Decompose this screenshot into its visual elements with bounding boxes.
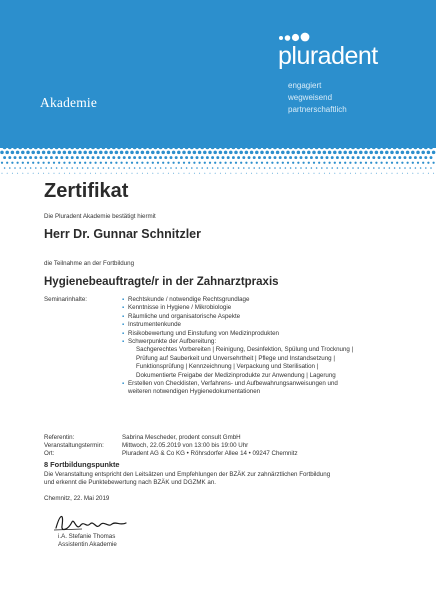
recipient-name: Herr Dr. Gunnar Schnitzler [44, 227, 201, 241]
signer-role: Assistentin Akademie [58, 540, 117, 548]
points-text-line: Die Veranstaltung entspricht den Leitsätzen und Empfehlungen der BZÄK zur zahnärztlichen Fortbildung [44, 471, 331, 478]
subtopic-line: Funktionsprüfung | Kennzeichnung | Verpackung und Sterilisation | [136, 363, 319, 371]
points-title: 8 Fortbildungspunkte [44, 460, 120, 469]
detail-label: Veranstaltungstermin: [44, 442, 104, 449]
topic-item: ▪ Instrumentenkunde [122, 321, 422, 329]
topic-item [122, 380, 422, 397]
confirmation-line: Die Pluradent Akademie bestätigt hiermit [44, 213, 156, 220]
topic-line: weiteren notwendigen Hygienedokumentationen [128, 388, 261, 396]
subtopic-line: Sachgerechtes Vorbereiten | Reinigung, Desinfektion, Spülung und Trocknung | [136, 346, 354, 354]
detail-value: Pluradent AG & Co KG • Röhrsdorfer Allee 14 • 09247 Chemnitz [122, 450, 298, 457]
participation-line: die Teilnahme an der Fortbildung [44, 260, 135, 267]
detail-value: Sabrina Mescheder, prodent consult GmbH [122, 434, 241, 441]
points-text [44, 471, 330, 487]
signer-name: i.A. Stefanie Thomas [58, 533, 116, 540]
subtopic-line: Dokumentierte Freigabe der Medizinprodukte zur Anwendung | Lagerung [136, 371, 336, 379]
tagline-line: engagiert [288, 81, 322, 90]
topic-item-label: Schwerpunkte der Aufbereitung: [128, 338, 217, 346]
tagline [288, 80, 347, 116]
course-title: Hygienebeauftragte/r in der Zahnarztpraxis [44, 276, 279, 288]
tagline-line: wegweisend [288, 93, 333, 102]
topic-item: ▪ Kenntnisse in Hygiene / Mikrobiologie [122, 304, 422, 312]
topic-item [122, 338, 422, 380]
signer-block [58, 533, 117, 548]
date-line: Chemnitz, 22. Mai 2019 [44, 495, 110, 502]
header-band [0, 0, 436, 148]
logo-wordmark: pluradent [278, 42, 378, 70]
tagline-line: partnerschaftlich [288, 105, 347, 114]
subtopics [128, 346, 422, 380]
detail-value: Mittwoch, 22.05.2019 von 13:00 bis 19:00 Uhr [122, 442, 249, 449]
topic-item: ▪ Räumliche und organisatorische Aspekte [122, 313, 422, 321]
decorative-dot-band [0, 140, 436, 176]
seminar-label: Seminarinhalte: [44, 296, 87, 303]
topic-item: ▪ Rechtskunde / notwendige Rechtsgrundlage [122, 296, 422, 304]
detail-label: Referentin: [44, 434, 75, 441]
subtopic-line: Prüfung auf Sauberkeit und Unversehrtheit | Pflege und Instandsetzung | [136, 354, 335, 362]
topic-item: ▪ Risikobewertung und Einstufung von Medizinprodukten [122, 330, 422, 338]
detail-label: Ort: [44, 450, 55, 457]
topic-line: ▪ Erstellen von Checklisten, Verfahrens- und Aufbewahrungsanweisungen und [128, 380, 338, 388]
seminar-topics-list [122, 296, 422, 397]
certificate-title: Zertifikat [44, 180, 129, 202]
points-text-line: und erkennt die Punktebewertung nach BZÄK und DGZMK an. [44, 479, 216, 486]
academy-label: Akademie [40, 95, 98, 110]
